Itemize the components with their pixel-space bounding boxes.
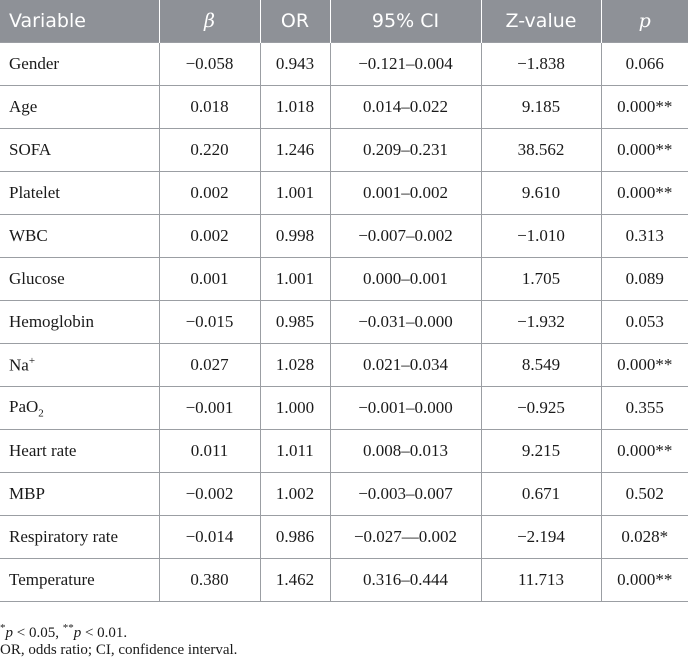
cell-beta: 0.002 bbox=[159, 172, 260, 215]
cell-p: 0.028* bbox=[601, 516, 688, 559]
header-beta: β bbox=[159, 0, 260, 43]
cell-z-value: −1.932 bbox=[481, 301, 601, 344]
cell-ci: 0.008–0.013 bbox=[330, 430, 481, 473]
cell-or: 1.000 bbox=[260, 387, 330, 430]
cell-variable: WBC bbox=[0, 215, 159, 258]
table-row bbox=[0, 559, 688, 602]
table-row bbox=[0, 387, 688, 430]
cell-variable: Hemoglobin bbox=[0, 301, 159, 344]
significance-note: *p < 0.05, **p < 0.01. bbox=[0, 622, 128, 641]
header-z-value: Z-value bbox=[481, 0, 601, 43]
header-or: OR bbox=[260, 0, 330, 43]
cell-beta: −0.014 bbox=[159, 516, 260, 559]
cell-p: 0.000** bbox=[601, 559, 688, 602]
table-notes bbox=[0, 617, 689, 661]
cell-beta: 0.027 bbox=[159, 344, 260, 387]
cell-or: 0.943 bbox=[260, 43, 330, 86]
cell-or: 1.462 bbox=[260, 559, 330, 602]
cell-ci: −0.027––0.002 bbox=[330, 516, 481, 559]
cell-z-value: 8.549 bbox=[481, 344, 601, 387]
cell-ci: −0.003–0.007 bbox=[330, 473, 481, 516]
cell-beta: −0.002 bbox=[159, 473, 260, 516]
table-row bbox=[0, 301, 688, 344]
cell-p: 0.066 bbox=[601, 43, 688, 86]
cell-z-value: −0.925 bbox=[481, 387, 601, 430]
cell-variable: Age bbox=[0, 86, 159, 129]
table-row bbox=[0, 129, 688, 172]
cell-z-value: 11.713 bbox=[481, 559, 601, 602]
cell-variable: Temperature bbox=[0, 559, 159, 602]
table-body bbox=[0, 43, 688, 602]
cell-z-value: 9.610 bbox=[481, 172, 601, 215]
cell-ci: 0.000–0.001 bbox=[330, 258, 481, 301]
cell-beta: 0.220 bbox=[159, 129, 260, 172]
header-p: p bbox=[601, 0, 688, 43]
cell-beta: 0.002 bbox=[159, 215, 260, 258]
cell-ci: −0.007–0.002 bbox=[330, 215, 481, 258]
cell-ci: 0.209–0.231 bbox=[330, 129, 481, 172]
cell-variable: SOFA bbox=[0, 129, 159, 172]
cell-z-value: 1.705 bbox=[481, 258, 601, 301]
cell-beta: −0.015 bbox=[159, 301, 260, 344]
cell-variable: Glucose bbox=[0, 258, 159, 301]
cell-ci: 0.014–0.022 bbox=[330, 86, 481, 129]
cell-p: 0.355 bbox=[601, 387, 688, 430]
cell-z-value: −1.010 bbox=[481, 215, 601, 258]
cell-or: 1.018 bbox=[260, 86, 330, 129]
cell-p: 0.000** bbox=[601, 129, 688, 172]
table-row bbox=[0, 430, 688, 473]
table-row bbox=[0, 473, 688, 516]
cell-ci: −0.001–0.000 bbox=[330, 387, 481, 430]
cell-beta: 0.001 bbox=[159, 258, 260, 301]
cell-variable: Respiratory rate bbox=[0, 516, 159, 559]
cell-p: 0.502 bbox=[601, 473, 688, 516]
cell-beta: −0.058 bbox=[159, 43, 260, 86]
table-row bbox=[0, 516, 688, 559]
cell-p: 0.000** bbox=[601, 172, 688, 215]
cell-ci: 0.316–0.444 bbox=[330, 559, 481, 602]
cell-or: 0.985 bbox=[260, 301, 330, 344]
cell-or: 1.001 bbox=[260, 172, 330, 215]
cell-p: 0.000** bbox=[601, 86, 688, 129]
cell-or: 1.001 bbox=[260, 258, 330, 301]
cell-beta: 0.380 bbox=[159, 559, 260, 602]
table-row bbox=[0, 258, 688, 301]
cell-variable: MBP bbox=[0, 473, 159, 516]
cell-ci: −0.031–0.000 bbox=[330, 301, 481, 344]
cell-ci: 0.021–0.034 bbox=[330, 344, 481, 387]
cell-or: 1.011 bbox=[260, 430, 330, 473]
table-row bbox=[0, 86, 688, 129]
cell-z-value: 9.215 bbox=[481, 430, 601, 473]
cell-or: 0.998 bbox=[260, 215, 330, 258]
cell-p: 0.000** bbox=[601, 430, 688, 473]
cell-variable: Platelet bbox=[0, 172, 159, 215]
table-row bbox=[0, 215, 688, 258]
cell-z-value: 9.185 bbox=[481, 86, 601, 129]
cell-z-value: −1.838 bbox=[481, 43, 601, 86]
table-row bbox=[0, 43, 688, 86]
cell-or: 1.028 bbox=[260, 344, 330, 387]
cell-beta: −0.001 bbox=[159, 387, 260, 430]
cell-z-value: −2.194 bbox=[481, 516, 601, 559]
cell-or: 0.986 bbox=[260, 516, 330, 559]
cell-p: 0.053 bbox=[601, 301, 688, 344]
table-header-row bbox=[0, 0, 688, 43]
cell-p: 0.000** bbox=[601, 344, 688, 387]
cell-variable: Na+ bbox=[0, 344, 159, 387]
abbreviation-note: OR, odds ratio; CI, confidence interval. bbox=[0, 642, 238, 658]
cell-ci: −0.121–0.004 bbox=[330, 43, 481, 86]
cell-z-value: 0.671 bbox=[481, 473, 601, 516]
cell-beta: 0.018 bbox=[159, 86, 260, 129]
cell-or: 1.246 bbox=[260, 129, 330, 172]
cell-z-value: 38.562 bbox=[481, 129, 601, 172]
cell-p: 0.089 bbox=[601, 258, 688, 301]
cell-ci: 0.001–0.002 bbox=[330, 172, 481, 215]
header-variable: Variable bbox=[0, 0, 159, 43]
cell-variable: Gender bbox=[0, 43, 159, 86]
table-row bbox=[0, 344, 688, 387]
cell-beta: 0.011 bbox=[159, 430, 260, 473]
cell-or: 1.002 bbox=[260, 473, 330, 516]
cell-variable: PaO$_2$ bbox=[0, 387, 159, 430]
cell-variable: Heart rate bbox=[0, 430, 159, 473]
table-row bbox=[0, 172, 688, 215]
header-ci: 95% CI bbox=[330, 0, 481, 43]
cell-p: 0.313 bbox=[601, 215, 688, 258]
